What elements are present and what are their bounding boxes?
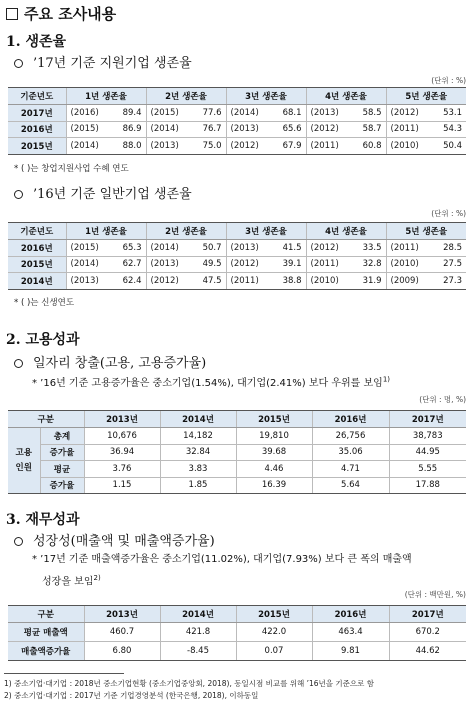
base-year-cell: (2012) [306, 121, 346, 138]
note-financial-line2-wrap [32, 569, 472, 591]
column-header: 1년 생존율 [66, 223, 146, 240]
row-label: 2016년 [8, 121, 66, 138]
subheading-text: 성장성(매출액 및 매출액증가율) [33, 534, 215, 549]
unit-label: (단위 : 백만원, %) [404, 590, 466, 599]
table-row [8, 477, 466, 494]
note-financial [32, 551, 472, 591]
column-header: 2016년 [312, 606, 389, 623]
row-group-label-line1: 고용 [15, 447, 32, 458]
row-label: 평균 매출액 [8, 623, 84, 642]
base-year-cell: (2010) [386, 138, 426, 155]
value-cell: 460.7 [84, 623, 160, 642]
value-cell: 6.80 [84, 642, 160, 661]
subheading-text: ’17년 기준 지원기업 생존율 [33, 56, 192, 71]
value-cell: 44.62 [389, 642, 466, 661]
document-title [6, 3, 116, 24]
note-employment-text: * ’16년 기준 고용증가율은 중소기업(1.54%), 대기업(2.41%) 보다 우위를 보임 [32, 378, 383, 389]
employment-table [8, 410, 466, 494]
base-year-cell: (2014) [66, 138, 106, 155]
base-year-cell: (2013) [226, 240, 266, 257]
circle-bullet-icon [14, 359, 23, 368]
value-cell: 463.4 [312, 623, 389, 642]
rate-cell: 47.5 [186, 273, 226, 290]
rate-cell: 89.4 [106, 105, 146, 122]
value-cell: 3.76 [84, 461, 160, 478]
rate-cell: 58.7 [346, 121, 386, 138]
base-year-cell: (2014) [66, 256, 106, 273]
column-header: 2013년 [84, 411, 160, 428]
column-header: 4년 생존율 [306, 88, 386, 105]
value-cell: 32.84 [160, 444, 236, 461]
rate-cell: 77.6 [186, 105, 226, 122]
row-label: 2015년 [8, 256, 66, 273]
rate-cell: 68.1 [266, 105, 306, 122]
base-year-cell: (2014) [146, 240, 186, 257]
footnote-divider [4, 673, 124, 674]
general-survival-table [8, 222, 466, 290]
financial-table [8, 605, 466, 661]
rate-cell: 53.1 [426, 105, 466, 122]
column-header: 2015년 [236, 606, 312, 623]
base-year-cell: (2011) [226, 273, 266, 290]
circle-bullet-icon [14, 537, 23, 546]
base-year-cell: (2014) [226, 105, 266, 122]
base-year-cell: (2011) [386, 121, 426, 138]
value-cell: 14,182 [160, 428, 236, 445]
rate-cell: 65.3 [106, 240, 146, 257]
table-row [8, 240, 466, 257]
column-header: 2014년 [160, 411, 236, 428]
row-label: 2014년 [8, 273, 66, 290]
rate-cell: 27.3 [426, 273, 466, 290]
rate-cell: 31.9 [346, 273, 386, 290]
footnote-2: 2) 중소기업·대기업 : 2017년 기준 기업경영분석 (한국은행, 2018), 이하동일 [4, 691, 259, 700]
base-year-cell: (2016) [66, 105, 106, 122]
base-year-cell: (2012) [306, 240, 346, 257]
section-heading-survival: 1. 생존율 [6, 34, 67, 50]
column-header: 기준년도 [8, 88, 66, 105]
value-cell: 4.71 [312, 461, 389, 478]
rate-cell: 28.5 [426, 240, 466, 257]
value-cell: 1.15 [84, 477, 160, 494]
base-year-cell: (2012) [386, 105, 426, 122]
row-label: 증가율 [40, 444, 84, 461]
table-row [8, 121, 466, 138]
value-cell: -8.45 [160, 642, 236, 661]
column-header: 구분 [8, 411, 84, 428]
base-year-cell: (2012) [226, 256, 266, 273]
column-header: 5년 생존율 [386, 223, 466, 240]
value-cell: 44.95 [389, 444, 466, 461]
circle-bullet-icon [14, 190, 23, 199]
row-label: 2017년 [8, 105, 66, 122]
rate-cell: 60.8 [346, 138, 386, 155]
note-financial-line1: * ’17년 기준 매출액증가율은 중소기업(11.02%), 대기업(7.93%) 보다 큰 폭의 매출액 [32, 554, 412, 565]
base-year-cell: (2013) [306, 105, 346, 122]
note-financial-line2: 성장을 보임 [42, 576, 94, 588]
base-year-cell: (2013) [226, 121, 266, 138]
unit-label: (단위 : %) [431, 209, 466, 218]
base-year-cell: (2009) [386, 273, 426, 290]
subheading-general-survival [14, 183, 192, 202]
rate-cell: 75.0 [186, 138, 226, 155]
note-survival-1: * ( )는 창업지원사업 수혜 연도 [14, 164, 129, 174]
section-heading-employment: 2. 고용성과 [6, 332, 80, 348]
subheading-supported-survival [14, 52, 192, 71]
column-header: 구분 [8, 606, 84, 623]
table-row [8, 105, 466, 122]
rate-cell: 62.4 [106, 273, 146, 290]
column-header: 2014년 [160, 606, 236, 623]
subheading-text: 일자리 창출(고용, 고용증가율) [33, 356, 207, 371]
subheading-job-creation [14, 352, 206, 371]
value-cell: 5.55 [389, 461, 466, 478]
column-header: 4년 생존율 [306, 223, 386, 240]
circle-bullet-icon [14, 59, 23, 68]
value-cell: 35.06 [312, 444, 389, 461]
rate-cell: 32.8 [346, 256, 386, 273]
value-cell: 9.81 [312, 642, 389, 661]
table-row [8, 623, 466, 642]
rate-cell: 50.7 [186, 240, 226, 257]
rate-cell: 67.9 [266, 138, 306, 155]
rate-cell: 41.5 [266, 240, 306, 257]
value-cell: 4.46 [236, 461, 312, 478]
value-cell: 10,676 [84, 428, 160, 445]
base-year-cell: (2013) [146, 256, 186, 273]
value-cell: 670.2 [389, 623, 466, 642]
value-cell: 3.83 [160, 461, 236, 478]
row-label: 증가율 [40, 477, 84, 494]
row-label: 2015년 [8, 138, 66, 155]
document-title-text: 주요 조사내용 [24, 5, 117, 23]
rate-cell: 65.6 [266, 121, 306, 138]
table-row [8, 642, 466, 661]
row-group-label [8, 428, 40, 494]
rate-cell: 58.5 [346, 105, 386, 122]
rate-cell: 62.7 [106, 256, 146, 273]
unit-label: (단위 : 명, %) [419, 395, 466, 404]
column-header: 2017년 [389, 411, 466, 428]
value-cell: 421.8 [160, 623, 236, 642]
rate-cell: 39.1 [266, 256, 306, 273]
row-group-label-line2: 인원 [15, 462, 32, 473]
rate-cell: 88.0 [106, 138, 146, 155]
base-year-cell: (2015) [66, 121, 106, 138]
base-year-cell: (2013) [66, 273, 106, 290]
column-header: 3년 생존율 [226, 88, 306, 105]
supported-survival-table [8, 87, 466, 155]
rate-cell: 50.4 [426, 138, 466, 155]
table-row [8, 461, 466, 478]
value-cell: 38,783 [389, 428, 466, 445]
base-year-cell: (2011) [306, 256, 346, 273]
value-cell: 422.0 [236, 623, 312, 642]
value-cell: 36.94 [84, 444, 160, 461]
unit-label: (단위 : %) [431, 76, 466, 85]
rate-cell: 27.5 [426, 256, 466, 273]
rate-cell: 38.8 [266, 273, 306, 290]
column-header: 2013년 [84, 606, 160, 623]
rate-cell: 86.9 [106, 121, 146, 138]
base-year-cell: (2010) [306, 273, 346, 290]
row-label: 매출액증가율 [8, 642, 84, 661]
column-header: 1년 생존율 [66, 88, 146, 105]
row-label: 평균 [40, 461, 84, 478]
footnote-ref-2[interactable]: 2) [93, 574, 101, 582]
column-header: 3년 생존율 [226, 223, 306, 240]
footnote-ref-1[interactable]: 1) [382, 375, 391, 384]
base-year-cell: (2015) [66, 240, 106, 257]
value-cell: 17.88 [389, 477, 466, 494]
column-header: 2년 생존율 [146, 88, 226, 105]
checkbox-icon [6, 8, 18, 20]
table-row [8, 428, 466, 445]
base-year-cell: (2013) [146, 138, 186, 155]
value-cell: 0.07 [236, 642, 312, 661]
table-row [8, 256, 466, 273]
value-cell: 19,810 [236, 428, 312, 445]
base-year-cell: (2011) [306, 138, 346, 155]
note-survival-2: * ( )는 신생연도 [14, 298, 75, 308]
table-row [8, 444, 466, 461]
row-label: 2016년 [8, 240, 66, 257]
footnote-1: 1) 중소기업·대기업 : 2018년 중소기업현황 (중소기업중앙회, 2018), 동일시점 비교를 위해 ’16년을 기준으로 함 [4, 679, 375, 688]
rate-cell: 33.5 [346, 240, 386, 257]
column-header: 2년 생존율 [146, 223, 226, 240]
subheading-growth [14, 530, 215, 549]
section-heading-financial: 3. 재무성과 [6, 512, 80, 528]
table-row [8, 138, 466, 155]
column-header: 기준년도 [8, 223, 66, 240]
base-year-cell: (2012) [146, 273, 186, 290]
rate-cell: 49.5 [186, 256, 226, 273]
column-header: 2017년 [389, 606, 466, 623]
value-cell: 16.39 [236, 477, 312, 494]
column-header: 2015년 [236, 411, 312, 428]
rate-cell: 54.3 [426, 121, 466, 138]
base-year-cell: (2015) [146, 105, 186, 122]
value-cell: 1.85 [160, 477, 236, 494]
table-row [8, 273, 466, 290]
base-year-cell: (2014) [146, 121, 186, 138]
column-header: 5년 생존율 [386, 88, 466, 105]
base-year-cell: (2010) [386, 256, 426, 273]
value-cell: 39.68 [236, 444, 312, 461]
note-employment [32, 374, 390, 389]
row-label: 총계 [40, 428, 84, 445]
value-cell: 26,756 [312, 428, 389, 445]
base-year-cell: (2011) [386, 240, 426, 257]
base-year-cell: (2012) [226, 138, 266, 155]
column-header: 2016년 [312, 411, 389, 428]
rate-cell: 76.7 [186, 121, 226, 138]
value-cell: 5.64 [312, 477, 389, 494]
subheading-text: ’16년 기준 일반기업 생존율 [33, 187, 192, 202]
